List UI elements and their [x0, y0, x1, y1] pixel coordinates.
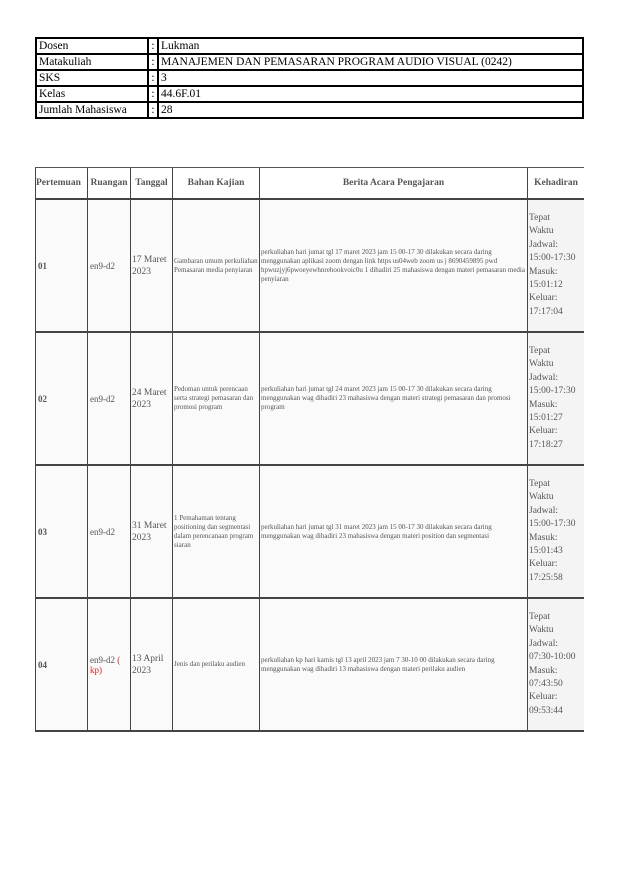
info-value: 28 — [158, 102, 583, 118]
info-separator: : — [148, 86, 158, 102]
info-row-sks — [36, 70, 583, 86]
cell-pertemuan: 02 — [36, 332, 88, 465]
cell-berita-acara: perkuliahan kp hari kamis tgl 13 april 2023 jam 7 30-10 00 dilakukan secara daring menggunakan wag dihadiri 13 mahasiswa dengan materi perilaku audien — [260, 598, 528, 731]
header-bahan-kajian: Bahan Kajian — [173, 168, 260, 199]
course-info-body — [36, 38, 583, 118]
room-code: en9-d2 — [90, 654, 115, 665]
attendance-table-head — [36, 168, 585, 199]
info-separator: : — [148, 54, 158, 70]
cell-bahan-kajian: Gambaran umum perkuliahan Pemasaran media penyiaran — [173, 199, 260, 332]
check-out-label: Keluar: — [529, 426, 558, 437]
attendance-status: Waktu — [529, 226, 554, 237]
info-value: 44.6F.01 — [158, 86, 583, 102]
room-code: en9-d2 — [90, 260, 115, 271]
check-out-time: 17:18:27 — [529, 439, 563, 450]
table-row — [36, 199, 585, 332]
info-value: MANAJEMEN DAN PEMASARAN PROGRAM AUDIO VISUAL (0242) — [158, 54, 583, 70]
header-kehadiran: Kehadiran — [528, 168, 585, 199]
info-row-jumlah-mahasiswa — [36, 102, 583, 118]
cell-berita-acara: perkuliahan hari jumat tgl 31 maret 2023 jam 15 00-17 30 dilakukan secara daring menggunakan wag dihadiri 23 mahasiswa dengan materi position dan segmentasi — [260, 465, 528, 598]
room-code: en9-d2 — [90, 526, 115, 537]
cell-pertemuan: 03 — [36, 465, 88, 598]
check-in-time: 15:01:43 — [529, 545, 563, 556]
check-in-time: 07:43:50 — [529, 678, 563, 689]
info-value: 3 — [158, 70, 583, 86]
attendance-table-body — [36, 199, 585, 731]
table-row — [36, 465, 585, 598]
info-label: SKS — [36, 70, 148, 86]
cell-kehadiran — [528, 465, 585, 598]
cell-tanggal: 31 Maret 2023 — [131, 465, 173, 598]
cell-tanggal: 17 Maret 2023 — [131, 199, 173, 332]
cell-tanggal: 24 Maret 2023 — [131, 332, 173, 465]
attendance-table — [35, 168, 584, 732]
info-row-matakuliah — [36, 54, 583, 70]
cell-ruangan — [88, 199, 131, 332]
schedule-label: Jadwal: — [529, 372, 559, 383]
info-separator: : — [148, 70, 158, 86]
info-row-kelas — [36, 86, 583, 102]
header-berita-acara: Berita Acara Pengajaran — [260, 168, 528, 199]
cell-berita-acara: perkuliahan hari jumat tgl 17 maret 2023 jam 15 00-17 30 dilakukan secara daring menggunakan aplikasi zoom dengan link https us04web zoom us j 8690459895 pwd hpwuzjyj6pwoeyewhnrehookvoic0u 1 dihadiri 25 mahasiswa dengan materi pemasaran media penyiaran — [260, 199, 528, 332]
attendance-status: Waktu — [529, 492, 554, 503]
room-code: en9-d2 — [90, 393, 115, 404]
cell-tanggal: 13 April 2023 — [131, 598, 173, 731]
table-header-row — [36, 168, 585, 199]
schedule-value: 07:30-10:00 — [529, 652, 576, 663]
info-label: Matakuliah — [36, 54, 148, 70]
attendance-status: Tepat — [529, 611, 550, 622]
check-in-label: Masuk: — [529, 266, 558, 277]
cell-pertemuan: 01 — [36, 199, 88, 332]
check-out-label: Keluar: — [529, 559, 558, 570]
header-tanggal: Tanggal — [131, 168, 173, 199]
attendance-status: Waktu — [529, 359, 554, 370]
check-out-time: 17:17:04 — [529, 306, 563, 317]
cell-ruangan — [88, 332, 131, 465]
check-in-label: Masuk: — [529, 532, 558, 543]
cell-ruangan — [88, 598, 131, 731]
check-in-label: Masuk: — [529, 665, 558, 676]
info-label: Dosen — [36, 38, 148, 54]
check-in-time: 15:01:12 — [529, 279, 563, 290]
attendance-status: Tepat — [529, 478, 550, 489]
info-separator: : — [148, 102, 158, 118]
table-row — [36, 332, 585, 465]
schedule-value: 15:00-17:30 — [529, 519, 576, 530]
schedule-label: Jadwal: — [529, 239, 559, 250]
cell-pertemuan: 04 — [36, 598, 88, 731]
schedule-label: Jadwal: — [529, 638, 559, 649]
cell-bahan-kajian: Jenis dan perilaku audien — [173, 598, 260, 731]
attendance-status: Tepat — [529, 345, 550, 356]
info-row-dosen — [36, 38, 583, 54]
cell-ruangan — [88, 465, 131, 598]
header-pertemuan: Pertemuan — [36, 168, 88, 199]
course-info-table — [35, 37, 584, 119]
table-row — [36, 598, 585, 731]
cell-bahan-kajian: Pedoman untuk perencaan serta strategi pemasaran dan promosi program — [173, 332, 260, 465]
header-ruangan: Ruangan — [88, 168, 131, 199]
info-label: Jumlah Mahasiswa — [36, 102, 148, 118]
info-value: Lukman — [158, 38, 583, 54]
attendance-table-container — [35, 167, 584, 739]
cell-kehadiran — [528, 332, 585, 465]
check-out-label: Keluar: — [529, 293, 558, 304]
info-label: Kelas — [36, 86, 148, 102]
info-separator: : — [148, 38, 158, 54]
room-note: ( kp) — [90, 654, 121, 675]
schedule-value: 15:00-17:30 — [529, 253, 576, 264]
check-in-time: 15:01:27 — [529, 412, 563, 423]
cell-berita-acara: perkuliahan hari jumat tgl 24 maret 2023 jam 15 00-17 30 dilakukan secara daring menggunakan wag dihadiri 23 mahasiswa dengan materi strategi pemasaran dan promosi program — [260, 332, 528, 465]
cell-kehadiran — [528, 598, 585, 731]
cell-bahan-kajian: 1 Pemahaman tentang positioning dan segmentasi dalam perencanaan program siaran — [173, 465, 260, 598]
schedule-label: Jadwal: — [529, 505, 559, 516]
cell-kehadiran — [528, 199, 585, 332]
attendance-status: Waktu — [529, 625, 554, 636]
check-out-label: Keluar: — [529, 692, 558, 703]
check-in-label: Masuk: — [529, 399, 558, 410]
attendance-status: Tepat — [529, 212, 550, 223]
check-out-time: 09:53:44 — [529, 705, 563, 716]
schedule-value: 15:00-17:30 — [529, 386, 576, 397]
check-out-time: 17:25:58 — [529, 572, 563, 583]
